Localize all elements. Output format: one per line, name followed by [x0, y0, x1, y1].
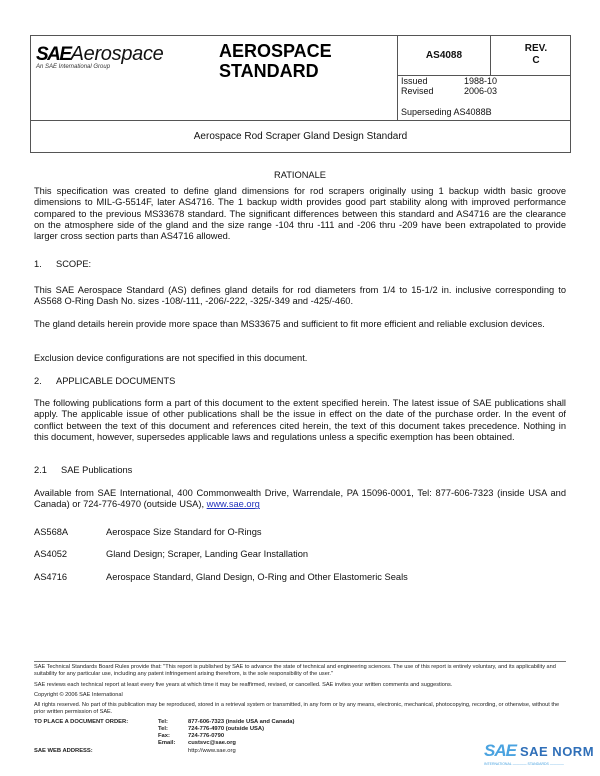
document-title: Aerospace Rod Scraper Gland Design Standard — [193, 131, 408, 142]
standard-type-line1: AEROSPACE — [219, 41, 332, 61]
section-title: SAE Publications — [61, 465, 133, 475]
reference-code: AS4716 — [34, 572, 68, 582]
section-sae-publications-heading — [34, 465, 566, 476]
reference-item — [34, 549, 308, 559]
reference-item — [34, 527, 262, 537]
logo-brand: SAE — [36, 44, 71, 65]
scope-paragraph: This SAE Aerospace Standard (AS) defines gland details for rod diameters from 1/4 to 15-1/2 in. inclusive corresponding to AS568 O-Ring Dash No. sizes -108/-111, -206/-222, -325/-349 and -425/-460. — [34, 285, 566, 307]
order-key: Email: — [158, 740, 176, 746]
reference-code: AS4052 — [34, 549, 68, 559]
section-title: APPLICABLE DOCUMENTS — [56, 376, 176, 386]
logo-tagline: An SAE International Group — [36, 64, 111, 70]
revised-value: 2006-03 — [464, 86, 498, 96]
reference-title: Gland Design; Scraper, Landing Gear Installation — [106, 549, 309, 559]
order-value: 877-606-7323 (inside USA and Canada) — [188, 719, 295, 725]
rationale-text: This specification was created to define gland dimensions for rod scrapers originally using 1 backup width basic groove dimensions to MIL-G-5514F, later AS4716. The 1 backup width provides good part stability along with improved performance compared to the previous MS33678 standard. The significant differences between this standard and AS4716 are the clearance on the atmosphere side of the gland and the size range -104 thru -111 and -206 thru -209 have been extrapolated to provide larger cross section parts than AS4716 allowed. — [34, 186, 566, 242]
section-number: 2.1 — [34, 465, 47, 475]
issue-dates — [401, 76, 497, 96]
footer-rights: All rights reserved. No part of this publication may be reproduced, stored in a retrieval system or transmitted, in any form or by any means, electronic, mechanical, photocopying, recording, or otherwise, without the prior written permission of SAE. — [34, 702, 560, 716]
section-applicable-docs-heading — [34, 376, 566, 387]
issued-value: 1988-10 — [464, 76, 498, 86]
scope-paragraph: Exclusion device configurations are not specified in this document. — [34, 353, 308, 363]
sae-publications-text — [34, 488, 566, 511]
issued-label: Issued — [401, 76, 428, 86]
sae-aerospace-logo — [36, 43, 164, 70]
order-label: TO PLACE A DOCUMENT ORDER: — [34, 719, 129, 725]
order-key: Fax: — [158, 733, 170, 739]
order-value: 724-776-4970 (outside USA) — [188, 726, 265, 732]
reference-title: Aerospace Size Standard for O-Rings — [106, 527, 262, 537]
footer-rules: SAE Technical Standards Board Rules provide that: "This report is published by SAE to advance the state of technical and engineering sciences. The use of this report is entirely voluntary, and its applicability and suitability for any particular use, including any patent infringement arising therefrom, is the sole responsibility of the user." — [34, 664, 556, 678]
order-email[interactable]: custsvc@sae.org — [188, 740, 236, 746]
reference-title: Aerospace Standard, Gland Design, O-Ring and Other Elastomeric Seals — [106, 572, 408, 582]
order-key: Tel: — [158, 719, 168, 725]
standard-type — [219, 41, 332, 81]
sae-norm-watermark — [484, 741, 595, 766]
order-key: Tel: — [158, 726, 168, 732]
footer-copyright: Copyright © 2006 SAE International — [34, 692, 123, 698]
sae-website-link[interactable]: www.sae.org — [206, 499, 260, 510]
section-scope-heading — [34, 259, 566, 270]
rev-label: REV. — [524, 43, 548, 54]
rev-value: C — [532, 55, 540, 66]
section-number: 1. — [34, 259, 42, 269]
reference-item — [34, 572, 408, 582]
availability-text: Available from SAE International, 400 Commonwealth Drive, Warrendale, PA 15096-0001, Tel: 877-606-7323 (inside USA and Canada) or 724-776-4970 (outside USA), — [34, 488, 566, 510]
footer-divider — [34, 661, 566, 662]
section-number: 2. — [34, 376, 42, 386]
superseding: Superseding AS4088B — [401, 107, 492, 117]
revision — [491, 36, 571, 75]
reference-code: AS568A — [34, 527, 69, 537]
revised-label: Revised — [401, 86, 434, 96]
header-divider — [31, 120, 570, 121]
watermark-subtext: INTERNATIONAL ———— STANDARDS ———— — [484, 762, 564, 766]
standard-type-line2: STANDARD — [219, 61, 319, 81]
logo-product: Aerospace — [70, 43, 164, 65]
scope-paragraph: The gland details herein provide more space than MS33675 and sufficient to fit more efficient and reliable exclusion devices. — [34, 319, 545, 329]
header-box — [30, 35, 571, 153]
sae-mark-icon: SAE — [484, 741, 516, 760]
watermark-text: SAE NORM — [519, 743, 595, 759]
doc-number: AS4088 — [425, 50, 463, 61]
section-title: SCOPE: — [56, 259, 92, 269]
web-address-link[interactable]: http://www.sae.org — [188, 748, 236, 754]
web-label: SAE WEB ADDRESS: — [34, 748, 93, 754]
rationale-heading: RATIONALE — [273, 170, 326, 180]
order-value: 724-776-0790 — [188, 733, 225, 739]
applicable-docs-text: The following publications form a part of this document to the extent specified herein. The latest issue of SAE publications shall apply. The applicable issue of other publications shall be the issue in effect on the date of the purchase order. In the event of conflict between the text of this document and references cited herein, the text of this document takes precedence. Nothing in this document, however, supersedes applicable laws and regulations unless a specific exemption has been obtained. — [34, 398, 566, 442]
footer-review: SAE reviews each technical report at least every five years at which time it may be reaffirmed, revised, or cancelled. SAE invites your written comments and suggestions. — [34, 682, 453, 688]
